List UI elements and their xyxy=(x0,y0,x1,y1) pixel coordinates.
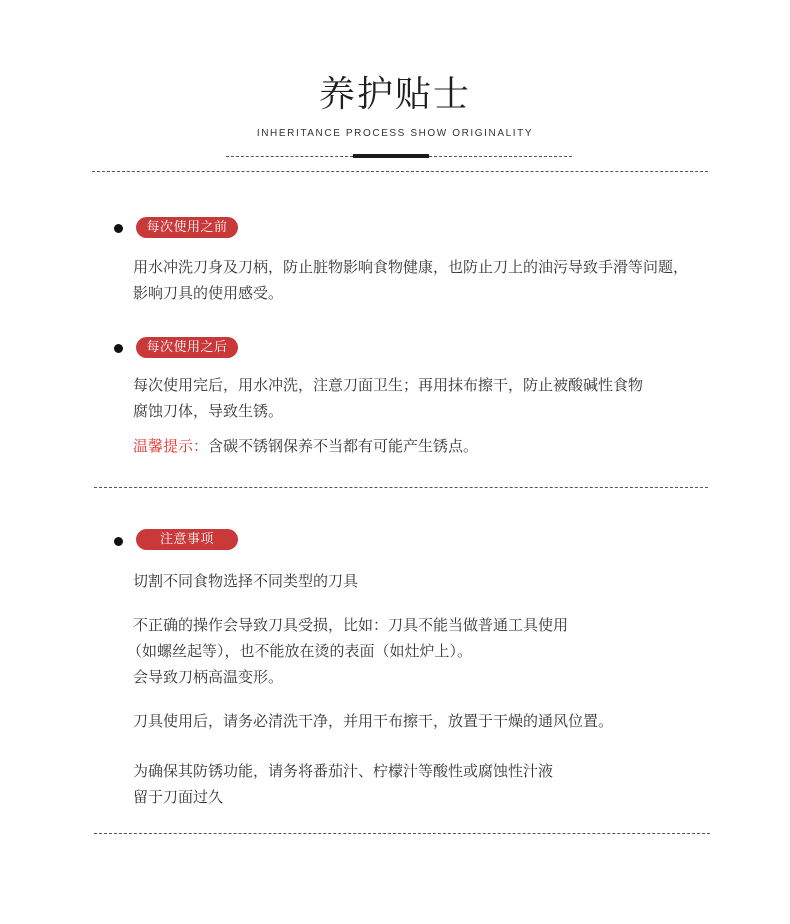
notice-text: 切割不同食物选择不同类型的刀具 xyxy=(133,572,359,590)
bullet-dot xyxy=(114,537,123,546)
title-divider-center xyxy=(353,154,429,158)
tip-label: 温馨提示： xyxy=(133,437,209,455)
section-text: 腐蚀刀体，导致生锈。 xyxy=(133,402,284,420)
section-divider xyxy=(94,833,710,834)
tip-text: 含碳不锈钢保养不当都有可能产生锈点。 xyxy=(208,437,479,455)
section-badge: 注意事项 xyxy=(136,529,238,550)
section-text: 影响刀具的使用感受。 xyxy=(133,284,284,302)
bullet-dot xyxy=(114,224,123,233)
section-badge: 每次使用之前 xyxy=(136,217,238,238)
page-subtitle: INHERITANCE PROCESS SHOW ORIGINALITY xyxy=(256,128,534,139)
section-divider xyxy=(94,487,708,488)
notice-text: （如螺丝起等），也不能放在烫的表面（如灶炉上）。 xyxy=(127,642,473,660)
section-text: 用水冲洗刀身及刀柄，防止脏物影响食物健康，也防止刀上的油污导致手滑等问题， xyxy=(133,258,689,276)
notice-text: 留于刀面过久 xyxy=(133,788,224,806)
notice-text: 不正确的操作会导致刀具受损，比如：刀具不能当做普通工具使用 xyxy=(133,616,569,634)
title-divider-left xyxy=(226,156,353,157)
tip-line xyxy=(133,433,478,460)
page-title: 养护贴士 xyxy=(318,74,471,115)
section-divider xyxy=(92,171,708,172)
title-divider-right xyxy=(429,156,572,157)
bullet-dot xyxy=(114,344,123,353)
notice-text: 为确保其防锈功能，请务将番茄汁、柠檬汁等酸性或腐蚀性汁液 xyxy=(133,762,554,780)
section-text: 每次使用完后，用水冲洗，注意刀面卫生；再用抹布擦干，防止被酸碱性食物 xyxy=(133,376,644,394)
notice-text: 刀具使用后，请务必清洗干净，并用干布擦干，放置于干燥的通风位置。 xyxy=(133,712,614,730)
section-badge: 每次使用之后 xyxy=(136,337,238,358)
notice-text: 会导致刀柄高温变形。 xyxy=(133,668,284,686)
